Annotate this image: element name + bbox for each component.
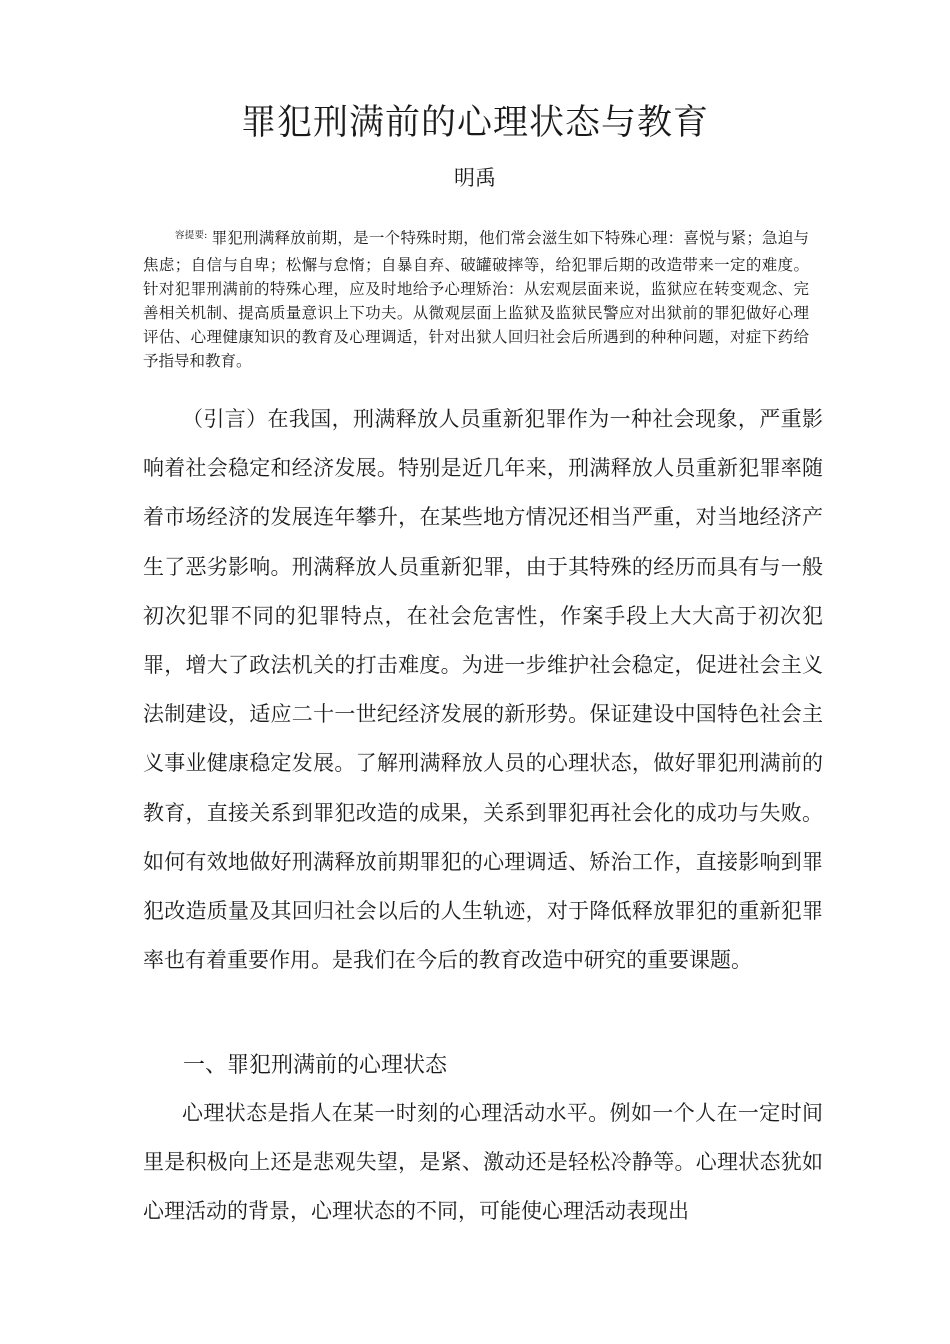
- section-heading: 一、罪犯刑满前的心理状态: [183, 1053, 448, 1078]
- intro-paragraph: （引言）在我国，刑满释放人员重新犯罪作为一种社会现象，严重影响着社会稳定和经济发展。特别是近几年来，刑满释放人员重新犯罪率随着市场经济的发展连年攀升，在某些地方情况还相当严重，对当地经济产生了恶劣影响。刑满释放人员重新犯罪，由于其特殊的经历而具有与一般初次犯罪不同的犯罪特点，在社会危害性，作案手段上大大高于初次犯罪，增大了政法机关的打击难度。为进一步维护社会稳定，促进社会主义法制建设，适应二十一世纪经济发展的新形势。保证建设中国特色社会主义事业健康稳定发展。了解刑满释放人员的心理状态，做好罪犯刑满前的教育，直接关系到罪犯改造的成果，关系到罪犯再社会化的成功与失败。如何有效地做好刑满释放前期罪犯的心理调适、矫治工作，直接影响到罪犯改造质量及其回归社会以后的人生轨迹，对于降低释放罪犯的重新犯罪率也有着重要作用。是我们在今后的教育改造中研究的重要课题。: [143, 407, 823, 973]
- abstract-block: [143, 226, 809, 373]
- section-paragraph: 心理状态是指人在某一时刻的心理活动水平。例如一个人在一定时间里是积极向上还是悲观失望，是紧、激动还是轻松冷静等。心理状态犹如心理活动的背景，心理状态的不同，可能使心理活动表现出: [143, 1101, 823, 1224]
- abstract-label: 容提要:: [175, 230, 208, 241]
- document-title: 罪犯刑满前的心理状态与教育: [240, 103, 709, 143]
- document-author: 明禹: [454, 166, 496, 190]
- abstract-text: 罪犯刑满释放前期，是一个特殊时期，他们常会滋生如下特殊心理：喜悦与紧；急迫与焦虑；自信与自卑；松懈与怠惰；自暴自弃、破罐破摔等，给犯罪后期的改造带来一定的难度。针对犯罪刑满前的特殊心理，应及时地给予心理矫治：从宏观层面来说，监狱应在转变观念、完善相关机制、提高质量意识上下功夫。从微观层面上监狱及监狱民警应对出狱前的罪犯做好心理评估、心理健康知识的教育及心理调适，针对出狱人回归社会后所遇到的种种问题，对症下药给予指导和教育。: [143, 229, 809, 370]
